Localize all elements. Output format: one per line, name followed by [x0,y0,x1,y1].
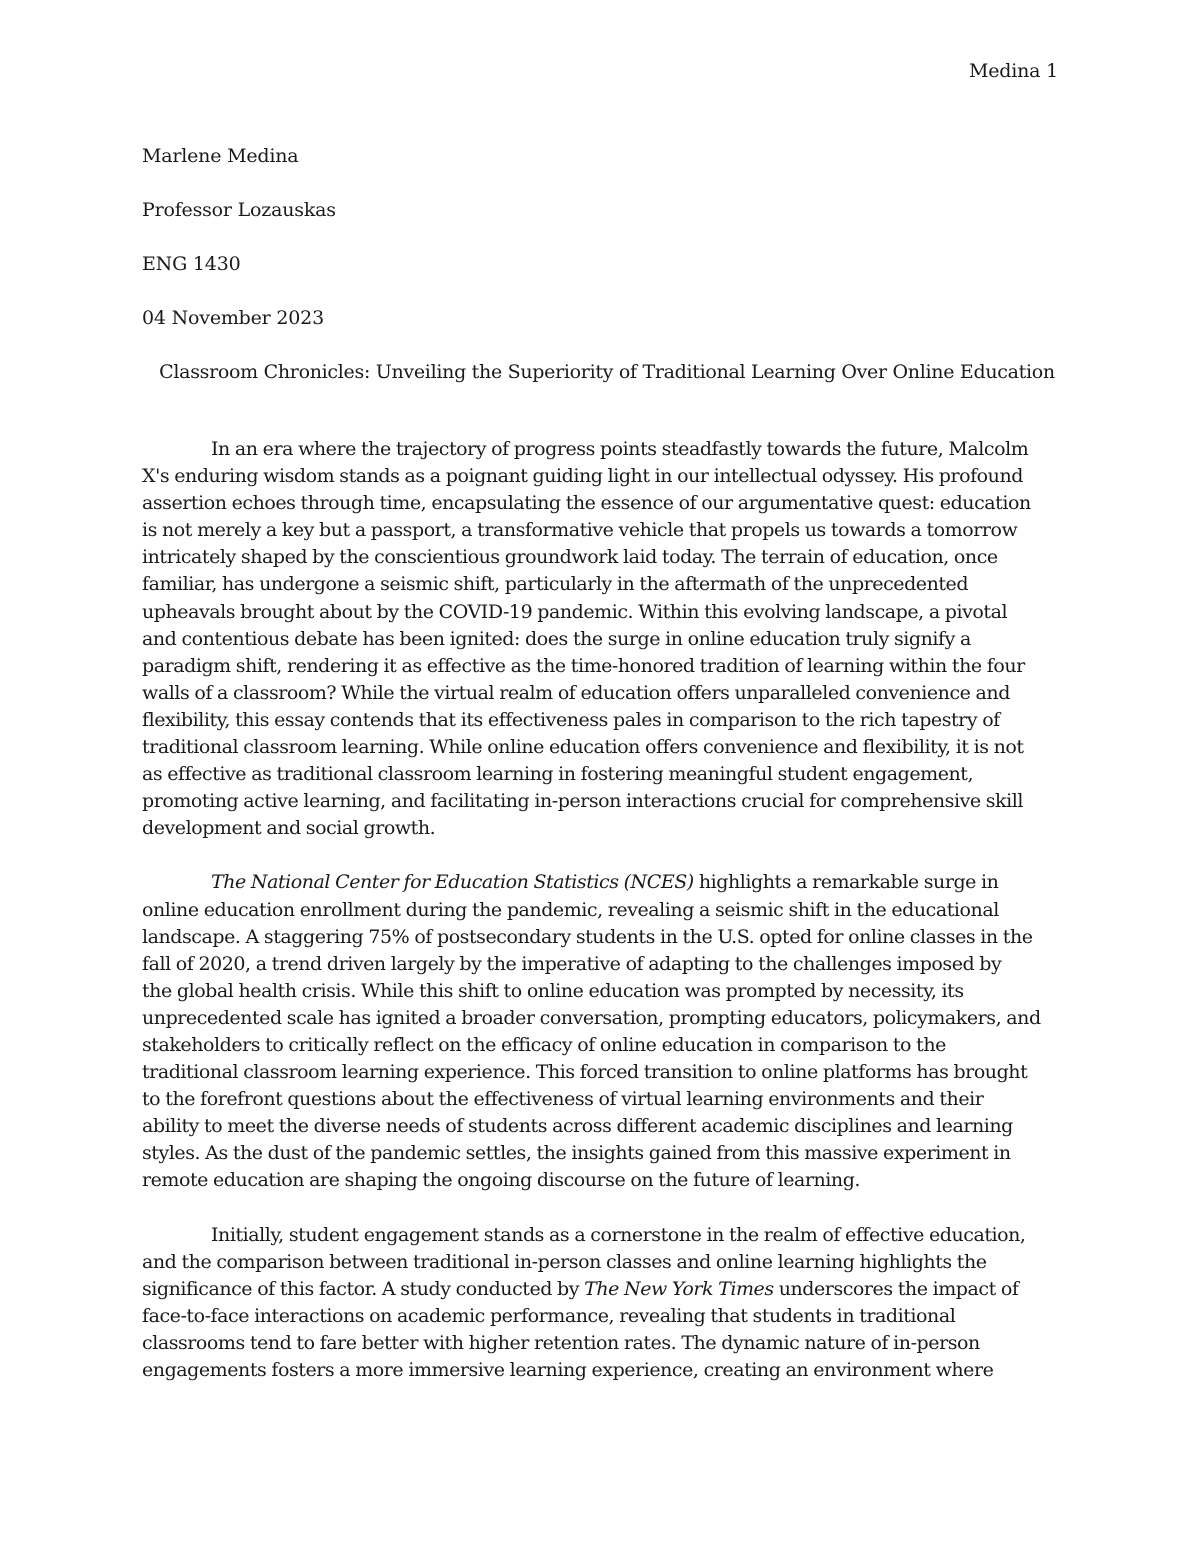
text-line: unprecedented scale has ignited a broader conversation, prompting educators, policymakers, and [142,1006,1041,1029]
text-line: In an era where the trajectory of progress points steadfastly towards the future, Malcolm [211,438,1029,460]
text-line: X's enduring wisdom stands as a poignant guiding light in our intellectual odyssey. His profound [142,465,1023,488]
mla-heading [142,143,1072,359]
text-line: walls of a classroom? While the virtual realm of education offers unparalleled convenience and [142,681,1010,704]
paragraph-3 [142,1222,1072,1385]
text-line: and the comparison between traditional in-person classes and online learning highlights the [142,1250,987,1273]
text-fragment: highlights a remarkable surge in [693,871,999,894]
student-name: Marlene Medina [142,145,299,167]
text-fragment: underscores the impact of [773,1277,1019,1300]
text-line: face-to-face interactions on academic performance, revealing that students in traditional [142,1304,956,1327]
text-line: stakeholders to critically reflect on the efficacy of online education in comparison to the [142,1033,946,1056]
paragraph-2 [142,869,1072,1194]
text-line: assertion echoes through time, encapsulating the essence of our argumentative quest: education [142,492,1031,515]
text-line: flexibility, this essay contends that its effectiveness pales in comparison to the rich tapestry of [142,708,1000,731]
running-header: Medina 1 [968,60,1058,82]
text-line: and contentious debate has been ignited: does the surge in online education truly signify a [142,627,971,650]
text-line: development and social growth. [142,817,436,840]
text-line: classrooms tend to fare better with higher retention rates. The dynamic nature of in-person [142,1331,980,1354]
course-name: ENG 1430 [142,253,241,275]
text-line: to the forefront questions about the effectiveness of virtual learning environments and their [142,1088,984,1111]
text-line: Initially, student engagement stands as a cornerstone in the realm of effective education, [211,1223,1026,1246]
essay-body [142,436,1072,1411]
professor-name: Professor Lozauskas [142,199,336,221]
text-line: intricately shaped by the conscientious groundwork laid today. The terrain of education, once [142,546,998,569]
text-line: the global health crisis. While this shift to online education was prompted by necessity, its [142,979,964,1002]
paragraph-1 [142,436,1072,842]
source-title-nces: The National Center for Education Statistics (NCES) [211,871,694,894]
text-line: as effective as traditional classroom learning in fostering meaningful student engagement, [142,763,974,786]
essay-title: Classroom Chronicles: Unveiling the Superiority of Traditional Learning Over Online Education [159,361,1055,383]
text-line: traditional classroom learning experience. This forced transition to online platforms has brought [142,1061,1028,1084]
text-line: engagements fosters a more immersive learning experience, creating an environment where [142,1359,994,1381]
text-line: styles. As the dust of the pandemic settles, the insights gained from this massive experiment in [142,1142,1011,1165]
source-title-nyt: The New York Times [584,1277,774,1300]
text-line: fall of 2020, a trend driven largely by the imperative of adapting to the challenges imposed by [142,952,1002,975]
text-line: online education enrollment during the pandemic, revealing a seismic shift in the educational [142,898,999,921]
essay-date: 04 November 2023 [142,307,324,329]
text-line: upheavals brought about by the COVID-19 pandemic. Within this evolving landscape, a pivotal [142,600,1008,623]
text-line: paradigm shift, rendering it as effective as the time-honored tradition of learning within the four [142,654,1025,677]
text-line [142,1276,1072,1303]
text-line: remote education are shaping the ongoing discourse on the future of learning. [142,1169,861,1192]
text-line: is not merely a key but a passport, a transformative vehicle that propels us towards a tomorrow [142,519,1018,542]
text-line: promoting active learning, and facilitating in-person interactions crucial for comprehensive skill [142,790,1023,813]
text-line: landscape. A staggering 75% of postsecondary students in the U.S. opted for online classes in the [142,925,1033,948]
text-line: familiar, has undergone a seismic shift, particularly in the aftermath of the unprecedented [142,573,969,596]
text-line: traditional classroom learning. While online education offers convenience and flexibility, it is not [142,736,1024,759]
text-line [142,869,1072,896]
text-line: ability to meet the diverse needs of students across different academic disciplines and learning [142,1115,1013,1138]
text-fragment: significance of this factor. A study conducted by [142,1277,585,1300]
